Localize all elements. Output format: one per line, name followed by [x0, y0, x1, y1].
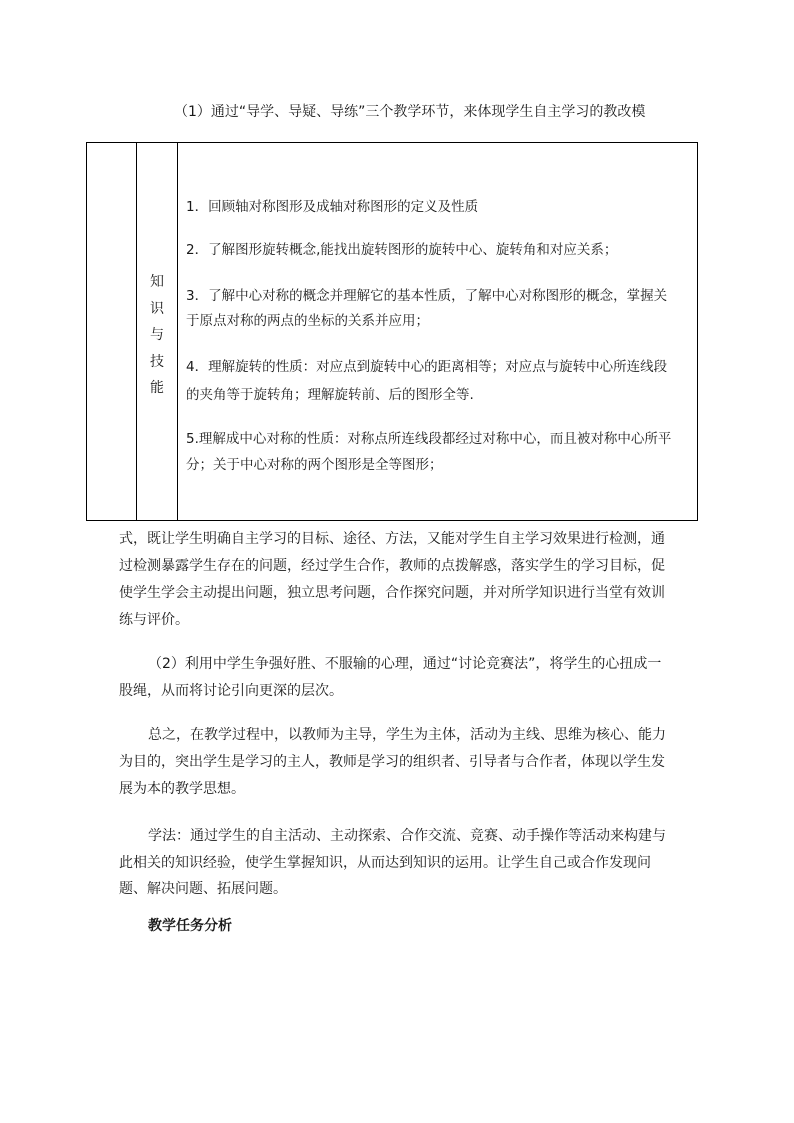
category-char: 与 — [150, 327, 164, 343]
category-label — [137, 269, 177, 402]
objective-item-3: 3．了解中心对称的概念并理解它的基本性质，了解中心对称图形的概念，掌握关 — [186, 288, 668, 304]
section-heading: 教学任务分析 — [148, 918, 232, 934]
category-char: 识 — [150, 300, 164, 317]
paragraph-3-line: 为目的，突出学生是学习的主人，教师是学习的组织者、引导者与合作者，体现以学生发 — [119, 754, 665, 770]
paragraph-1-line: 使学生学会主动提出问题，独立思考问题，合作探究问题，并对所学知识进行当堂有效训 — [119, 585, 665, 601]
table-divider-2 — [177, 143, 178, 520]
paragraph-2-line: 股绳，从而将讨论引向更深的层次。 — [119, 683, 343, 699]
category-char: 技 — [150, 353, 164, 370]
category-char: 知 — [150, 274, 164, 290]
objective-item-5: 5.理解成中心对称的性质：对称点所连线段都经过对称中心，而且被对称中心所平 — [186, 431, 672, 447]
objective-item-5-cont: 分；关于中心对称的两个图形是全等图形； — [186, 457, 443, 473]
objectives-table — [86, 142, 698, 521]
objective-item-3-cont: 于原点对称的两点的坐标的关系并应用； — [186, 313, 429, 329]
objective-item-2: 2．了解图形旋转概念,能找出旋转图形的旋转中心、旋转角和对应关系； — [186, 242, 618, 258]
paragraph-4-line: 学法：通过学生的自主活动、主动探索、合作交流、竞赛、动手操作等活动来构建与 — [148, 828, 666, 844]
objective-item-4-cont: 的夹角等于旋转角；理解旋转前、后的图形全等. — [186, 387, 474, 403]
paragraph-4-line: 题、解决问题、拓展问题。 — [119, 881, 287, 897]
objective-item-4: 4．理解旋转的性质：对应点到旋转中心的距离相等；对应点与旋转中心所连线段 — [186, 359, 668, 375]
intro-line: （1）通过“导学、导疑、导练”三个教学环节，来体现学生自主学习的教改模 — [174, 104, 646, 120]
paragraph-4-line: 此相关的知识经验，使学生掌握知识，从而达到知识的运用。让学生自己或合作发现问 — [119, 855, 651, 871]
paragraph-2-line: （2）利用中学生争强好胜、不服输的心理，通过“讨论竞赛法”，将学生的心扭成一 — [148, 656, 662, 672]
paragraph-1-line: 练与评价。 — [119, 612, 189, 628]
paragraph-1-line: 过检测暴露学生存在的问题，经过学生合作，教师的点拨解惑，落实学生的学习目标，促 — [119, 558, 665, 574]
objective-item-1: 1．回顾轴对称图形及成轴对称图形的定义及性质 — [186, 199, 479, 215]
category-char: 能 — [150, 380, 164, 396]
paragraph-3-line: 总之，在教学过程中，以教师为主导，学生为主体，活动为主线、思维为核心、能力 — [148, 727, 666, 743]
paragraph-3-line: 展为本的教学思想。 — [119, 781, 245, 797]
paragraph-1-line: 式，既让学生明确自主学习的目标、途径、方法，又能对学生自主学习效果进行检测，通 — [119, 531, 665, 547]
